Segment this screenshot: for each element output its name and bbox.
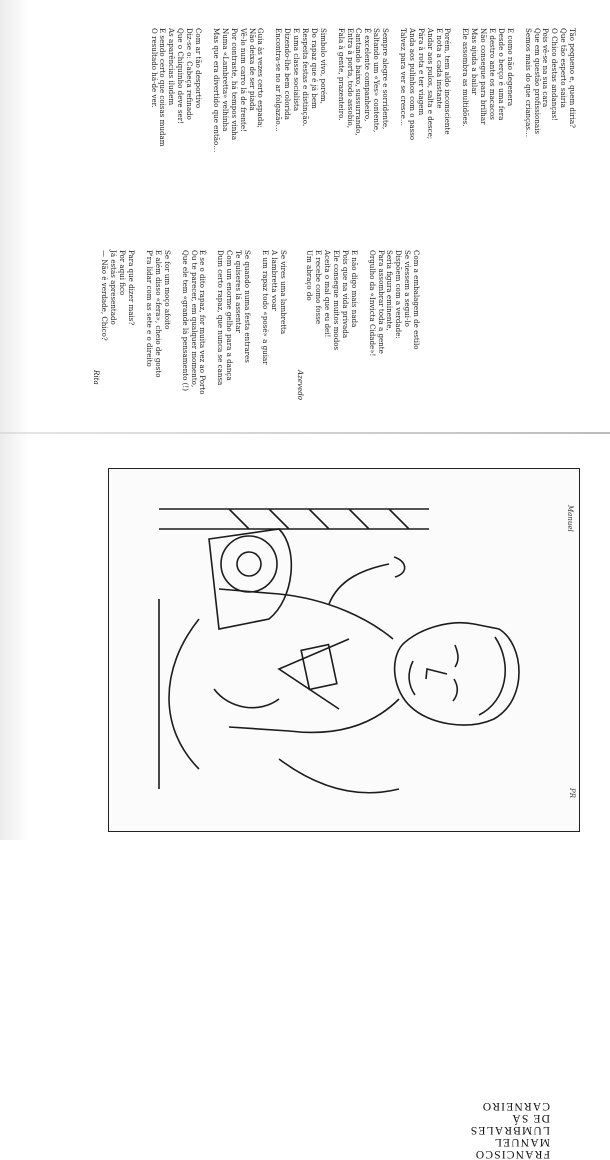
- poem-line: Simbolo vivo, porém,: [318, 28, 328, 104]
- poem-line: Pois vê-se na sua cara: [541, 28, 551, 108]
- poem-line: Dispõem com a verdade:: [394, 250, 404, 339]
- caricature-frame: [108, 468, 580, 832]
- poem-line: Se for um moço afoito: [162, 250, 172, 330]
- poem-line: [202, 28, 211, 152]
- poem-line: P'ra lidar com as sete e o direito: [145, 250, 154, 367]
- poem-line: O resultado há-de ver.: [149, 28, 159, 108]
- poem-line: A lambretta voar: [269, 250, 279, 311]
- poem-line: Tão pequeno e, quem diria?: [568, 28, 578, 128]
- poem-line: E não digo mais nada: [349, 250, 359, 328]
- poem-line: Ou te parecer, em qualquer momento,: [189, 250, 199, 388]
- poem-line: O Chico destas andanças!: [550, 28, 560, 122]
- poem-line: Se quando numa festa entrares: [242, 250, 252, 363]
- poem-line: [452, 28, 461, 152]
- poem-line: [389, 28, 398, 152]
- poem-line: Rita: [91, 370, 101, 385]
- portrait-title: FRANCISCO MANUEL LUMBRALES DE SÁ CARNEIRO: [469, 1100, 550, 1160]
- poem-line: Se vires uma lambretta: [278, 250, 288, 335]
- artist-signature: Manuel: [566, 505, 574, 532]
- poem-line: Se viessem a segui-lo: [403, 250, 413, 327]
- poem-line: [264, 28, 273, 152]
- poem-line: Um abraço do: [305, 250, 315, 301]
- poem-line: Cantando baixo, sussurrando,: [354, 28, 364, 136]
- poem-line: Não deixa de ser piada: [247, 28, 257, 111]
- poem-line: Não consegue para brilhar: [479, 28, 489, 125]
- poem-line: Guia às vezes certo espada;: [256, 28, 266, 128]
- poem-line: E sendo certo que coisas mudam: [158, 28, 168, 147]
- poem-column-b: [73, 250, 438, 400]
- poem-line: E uma classe socialista: [292, 28, 302, 112]
- poem-line: Entra à porta, todo assobio,: [345, 28, 355, 129]
- poem-line: [206, 250, 215, 400]
- poem-line: E além disso «fera», cheio de gosto: [153, 250, 163, 378]
- poem-line: [514, 28, 523, 152]
- poem-line: Porém, tem aldo inconsciente: [443, 28, 453, 135]
- poem-line: [327, 28, 336, 152]
- poem-line: Aceita o mal que eu dei!: [323, 250, 333, 338]
- poem-line: E como não degenera: [505, 28, 515, 107]
- poem-line: [287, 250, 296, 400]
- poem-line: Anda aos pulinhos com o passo: [407, 28, 417, 141]
- poem-line: Com ar tão desportivo: [194, 28, 204, 109]
- poem-line: Te quiseres lá assentar: [234, 250, 244, 333]
- poem-line: Orgulho da «Invicta Cidade»!: [367, 250, 377, 357]
- poem-line: Para que dizer mais?: [127, 250, 137, 326]
- poem-line: Seria figura eminente,: [385, 250, 395, 331]
- poem-line: E destro ante os macacos: [488, 28, 498, 120]
- poem-line: Talvez para ver se cresce…: [398, 28, 408, 126]
- scan-edge-shadow: [0, 0, 30, 840]
- poem-line: Numa «Lambretta» velhinha: [220, 28, 230, 132]
- poem-line: Respeita festas e distinção.: [301, 28, 310, 127]
- poem-line: Que o Chiquinho deve ser!: [176, 28, 186, 124]
- poem-line: Que ele tem «grande lá pensamento (!): [180, 250, 190, 392]
- poem-line: Mas ajuda a bailar: [470, 28, 480, 95]
- poem-line: Mas que era divertido que então…: [211, 28, 221, 153]
- poem-line: Dum certo rapaz, que nunca se cansa: [216, 250, 226, 386]
- poem-line: Semos mais do que crianças…: [523, 28, 533, 138]
- poem-line: Ele consegue muitos modos: [332, 250, 342, 351]
- poem-line: Por aqui fico: [118, 250, 128, 296]
- poem-line: E recebe como fosse: [314, 250, 324, 325]
- poem-line: Com um enorme gelho para a dança: [225, 250, 235, 381]
- poem-line: É se o dito rapaz, for muita vez ao Porto: [198, 250, 208, 395]
- poem-line: Por contraste, há tempos vinha: [229, 28, 239, 141]
- poem-line: [358, 250, 367, 400]
- poem-column-a: [131, 28, 594, 152]
- artist-signature-2: PR: [568, 788, 576, 798]
- poem-line: Para assombrar toda a gente: [376, 250, 386, 354]
- poem-line: — Não é verdade, Chico?: [100, 250, 110, 341]
- poem-line: Com a embalagem de estilo: [412, 250, 422, 350]
- poem-line: [171, 250, 180, 400]
- poem-line: Pois que na vida privada: [340, 250, 350, 339]
- caricature-illustration: [109, 469, 579, 831]
- poem-line: As aparências iludem: [167, 28, 177, 106]
- poem-line: Que tão esperto sairia: [559, 28, 569, 108]
- poem-line: E nota a cada instante: [434, 28, 444, 109]
- poem-line: Fala à gente, prazenteiro.: [336, 28, 346, 121]
- poem-line: Azevedo: [296, 370, 306, 401]
- poem-line: Dizendo-lhe bem colorida: [283, 28, 293, 120]
- poem-line: É excelente companheiro,: [363, 28, 373, 122]
- poem-line: [135, 250, 144, 400]
- poem-line: Do rapaz que é já bem: [309, 28, 319, 109]
- poem-line: Sempre alegre e sorridente,: [381, 28, 391, 130]
- poem-line: Encontra-se no ar folgazão…: [274, 28, 284, 132]
- poem-line: Ele assombra as multidões.: [461, 28, 471, 127]
- poem-line: Já estás apresentado: [109, 250, 119, 325]
- poem-line: Pára à rota e ter viagem: [416, 28, 426, 116]
- poem-line: Vê-lo num carro lá de frente!: [238, 28, 248, 132]
- poem-line: Desde o berço é uma fera: [496, 28, 506, 121]
- poem-line: [251, 250, 260, 400]
- poem-line: Que em questão profissionais: [532, 28, 542, 135]
- poem-line: Saltando um «Yes» contente,: [372, 28, 382, 133]
- page-fold: [0, 432, 610, 434]
- poem-line: Andar aos pulos, salta e desce;: [425, 28, 435, 140]
- poem-line: Diz-se o: Cabeça refinado: [185, 28, 195, 120]
- poem-line: E um rapaz todo «posé» a guiar: [260, 250, 270, 365]
